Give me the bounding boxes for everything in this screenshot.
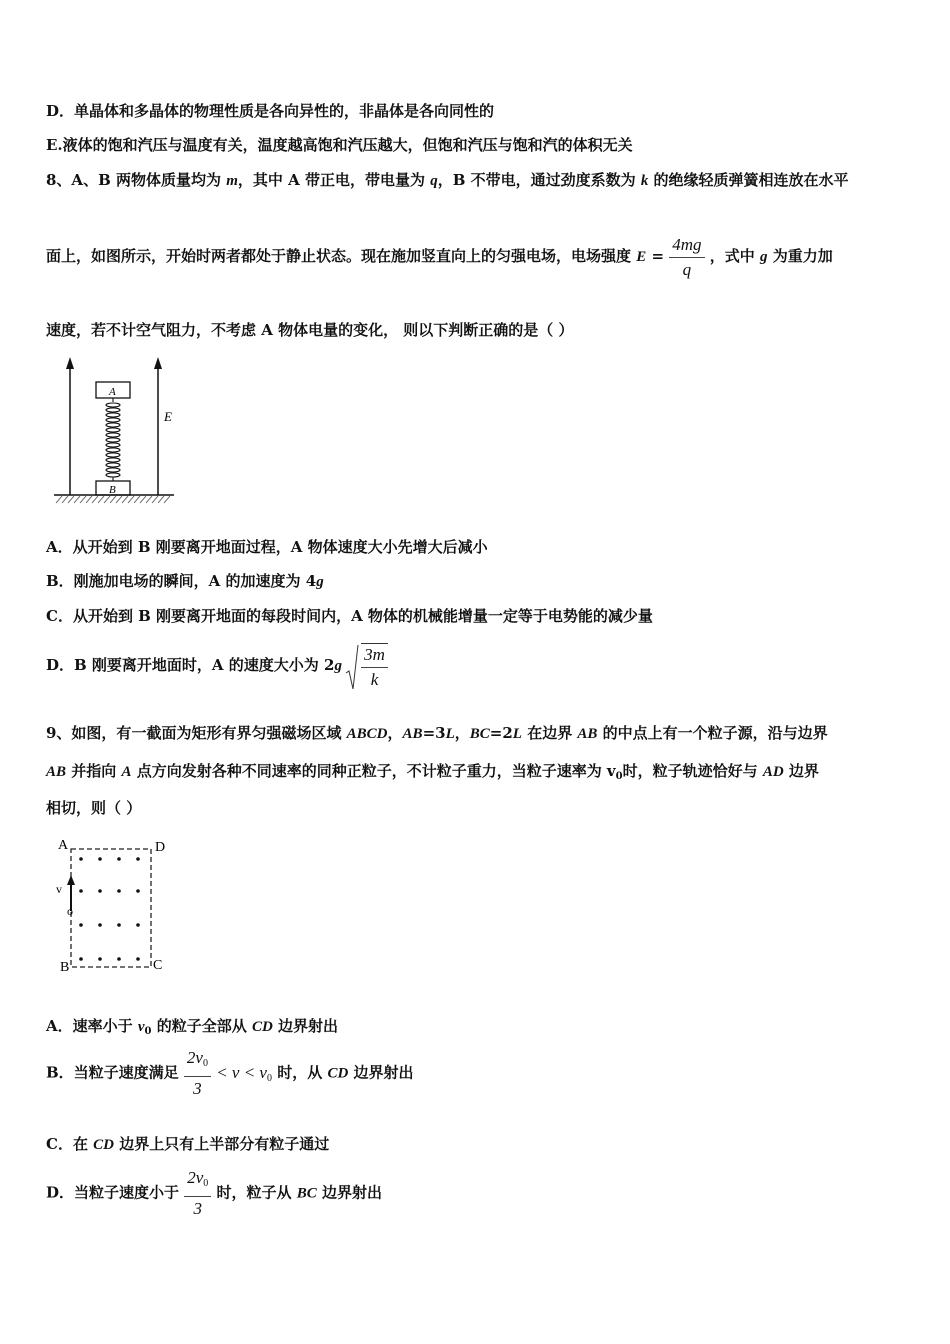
q8-option-c: C．从开始到 B 刚要离开地面的每段时间内，A 物体的机械能增量一定等于电势能的减少量 <box>46 607 653 625</box>
field-region-abcd <box>71 849 151 967</box>
block-b-label: B <box>109 484 116 496</box>
field-dots <box>79 857 140 961</box>
velocity-label: v <box>56 882 62 896</box>
spring-system-figure <box>50 355 190 515</box>
q8-stem-line3: 速度，若不计空气阻力，不考虑 A 物体电量的变化， 则以下判断正确的是（ ） <box>46 321 574 339</box>
q8-stem-line1: 8、A、B 两物体质量均为 m，其中 A 带正电，带电量为 q，B 不带电，通过劲度系数为 k 的绝缘轻质弹簧相连放在水平 <box>46 171 849 189</box>
q8-stem-line2: 面上，如图所示，开始时两者都处于静止状态。现在施加竖直向上的匀强电场，电场强度 E = $\frac{4mg}{q}$ ，式中 g 为重力加 <box>46 234 833 279</box>
field-strength-fraction: $\frac{4mg}{q}$ <box>669 235 704 280</box>
sqrt-expression: $\frac{3m}{k}$ <box>347 643 388 690</box>
q9-option-c: C．在 CD 边界上只有上半部分有粒子通过 <box>46 1135 330 1153</box>
q8-option-d: D．B 刚要离开地面时，A 的速度大小为 2g $\frac{3m}{k}$ <box>46 640 388 691</box>
q9-stem-line2: AB 并指向 A 点方向发射各种不同速率的同种正粒子，不计粒子重力，当粒子速率为 $v_0$时，粒子轨迹恰好与 AD 边界 <box>46 762 819 782</box>
two-v0-over-3-fraction: $\frac{2v_0}{3}$ <box>184 1048 211 1099</box>
q8-option-b: B．刚施加电场的瞬间，A 的加速度为 4g <box>46 572 324 590</box>
q9-option-b: B．当粒子速度满足 $\frac{2v_0}{3}$ < $v < v_0$ 时，从 CD 边界射出 <box>46 1048 414 1098</box>
q9-stem-line3: 相切，则（ ） <box>46 799 142 817</box>
q9-option-a: A．速率小于 $v_0$ 的粒子全部从 CD 边界射出 <box>46 1017 339 1037</box>
q9-option-d: D．当粒子速度小于 $\frac{2v_0}{3}$ 时，粒子从 BC 边界射出 <box>46 1168 382 1218</box>
origin-label: o <box>67 904 73 918</box>
q7-option-d: D．单晶体和多晶体的物理性质是各向异性的，非晶体是各向同性的 <box>46 102 495 120</box>
corner-c-label: C <box>153 958 163 973</box>
q8-option-a: A．从开始到 B 刚要离开地面过程，A 物体速度大小先增大后减小 <box>46 538 488 556</box>
q7-option-e: E.液体的饱和汽压与温度有关，温度越高饱和汽压越大，但饱和汽压与饱和汽的体积无关 <box>46 136 633 154</box>
magnetic-field-figure <box>50 835 180 975</box>
block-a-label: A <box>109 386 116 398</box>
two-v0-over-3-fraction-d: $\frac{2v_0}{3}$ <box>184 1168 211 1219</box>
q9-stem-line1: 9、如图，有一截面为矩形有界匀强磁场区域 ABCD，AB=3L，BC=2L 在边界 AB 的中点上有一个粒子源，沿与边界 <box>46 724 828 742</box>
spring <box>106 398 120 481</box>
corner-a-label: A <box>58 838 69 853</box>
field-e-label: E <box>164 409 172 424</box>
corner-d-label: D <box>155 840 166 855</box>
corner-b-label: B <box>60 960 70 975</box>
sqrt-sign <box>345 643 359 693</box>
